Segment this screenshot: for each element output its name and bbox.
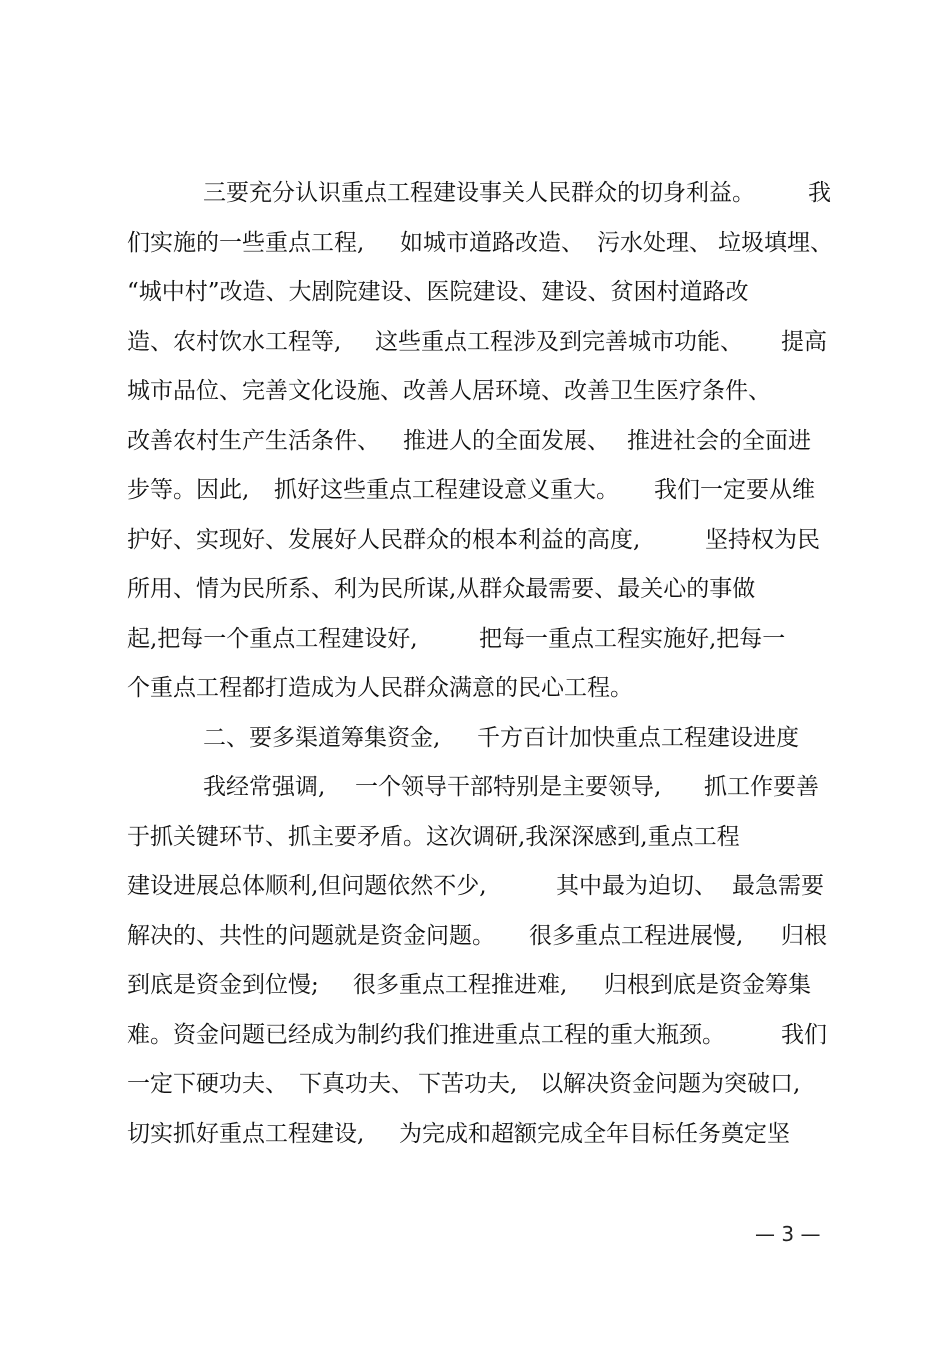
text-line bbox=[0, 619, 950, 659]
text-segment: 这些重点工程涉及到完善城市功能、 bbox=[375, 329, 743, 355]
text-segment: 污水处理、 bbox=[597, 230, 712, 256]
text-segment: “城中村”改造、大剧院建设、医院建设、建设、贫困村道路改 bbox=[127, 279, 749, 305]
text-segment: 切实抓好重点工程建设, bbox=[127, 1121, 365, 1147]
text-line bbox=[0, 817, 950, 857]
text-segment: 千方百计加快重点工程建设进度 bbox=[477, 725, 799, 751]
text-segment: 三要充分认识重点工程建设事关人民群众的切身利益。 bbox=[203, 180, 755, 206]
text-segment: 所用、情为民所系、利为民所谋,从群众最需要、最关心的事做 bbox=[127, 576, 756, 602]
text-line bbox=[0, 1064, 950, 1104]
text-segment: 推进社会的全面进 bbox=[627, 428, 811, 454]
text-segment: 解决的、共性的问题就是资金问题。 bbox=[127, 923, 495, 949]
text-line bbox=[0, 965, 950, 1005]
text-segment: 个重点工程都打造成为人民群众满意的民心工程。 bbox=[127, 675, 633, 701]
text-line bbox=[0, 223, 950, 263]
text-line bbox=[0, 1015, 950, 1055]
text-segment: 二、要多渠道筹集资金, bbox=[203, 725, 441, 751]
text-line bbox=[0, 916, 950, 956]
text-line bbox=[0, 767, 950, 807]
text-segment: 归根 bbox=[781, 923, 827, 949]
text-segment: 难。资金问题已经成为制约我们推进重点工程的重大瓶颈。 bbox=[127, 1022, 725, 1048]
text-segment: 我们 bbox=[781, 1022, 827, 1048]
text-segment: 改善农村生产生活条件、 bbox=[127, 428, 380, 454]
text-line bbox=[0, 1114, 950, 1154]
text-segment: 一个领导干部特别是主要领导, bbox=[355, 774, 662, 800]
text-segment: 我 bbox=[808, 180, 831, 206]
text-line bbox=[0, 421, 950, 461]
text-segment: 为完成和超额完成全年目标任务奠定坚 bbox=[399, 1121, 790, 1147]
text-line bbox=[0, 272, 950, 312]
text-line bbox=[0, 173, 950, 213]
text-segment: 垃圾填埋、 bbox=[718, 230, 833, 256]
text-segment: 步等。因此, bbox=[127, 477, 250, 503]
text-segment: 建设进展总体顺利,但问题依然不少, bbox=[127, 873, 487, 899]
text-segment: 抓好这些重点工程建设意义重大。 bbox=[274, 477, 619, 503]
text-line bbox=[0, 470, 950, 510]
text-segment: 起,把每一个重点工程建设好, bbox=[127, 626, 418, 652]
text-segment: 我们一定要从维 bbox=[654, 477, 815, 503]
text-line bbox=[0, 322, 950, 362]
text-segment: 提高 bbox=[781, 329, 827, 355]
text-segment: 归根到底是资金筹集 bbox=[604, 972, 811, 998]
section-heading bbox=[0, 718, 950, 758]
text-segment: 很多重点工程推进难, bbox=[353, 972, 568, 998]
text-segment: 一定下硬功夫、 bbox=[127, 1071, 288, 1097]
text-segment: 很多重点工程进展慢, bbox=[529, 923, 744, 949]
text-segment: 把每一重点工程实施好,把每一 bbox=[479, 626, 786, 652]
text-segment: 以解决资金问题为突破口, bbox=[540, 1071, 801, 1097]
text-segment: 我经常强调, bbox=[203, 774, 326, 800]
text-segment: 于抓关键环节、抓主要矛盾。这次调研,我深深感到,重点工程 bbox=[127, 824, 740, 850]
text-segment: 坚持权为民 bbox=[705, 527, 820, 553]
text-segment: 下苦功夫, bbox=[418, 1071, 518, 1097]
text-segment: 造、农村饮水工程等, bbox=[127, 329, 342, 355]
text-line bbox=[0, 866, 950, 906]
page-number: — 3 — bbox=[755, 1222, 821, 1246]
text-segment: 如城市道路改造、 bbox=[400, 230, 584, 256]
text-line bbox=[0, 668, 950, 708]
text-segment: 其中最为迫切、 bbox=[556, 873, 717, 899]
text-segment: 抓工作要善 bbox=[704, 774, 819, 800]
text-segment: 最急需要 bbox=[732, 873, 824, 899]
text-segment: 下真功夫、 bbox=[299, 1071, 414, 1097]
text-segment: 城市品位、完善文化设施、改善人居环境、改善卫生医疗条件、 bbox=[127, 378, 771, 404]
text-segment: 护好、实现好、发展好人民群众的根本利益的高度, bbox=[127, 527, 641, 553]
text-segment: 们实施的一些重点工程, bbox=[127, 230, 365, 256]
text-line bbox=[0, 371, 950, 411]
text-segment: 到底是资金到位慢; bbox=[127, 972, 319, 998]
text-segment: 推进人的全面发展、 bbox=[403, 428, 610, 454]
text-line bbox=[0, 520, 950, 560]
text-line bbox=[0, 569, 950, 609]
